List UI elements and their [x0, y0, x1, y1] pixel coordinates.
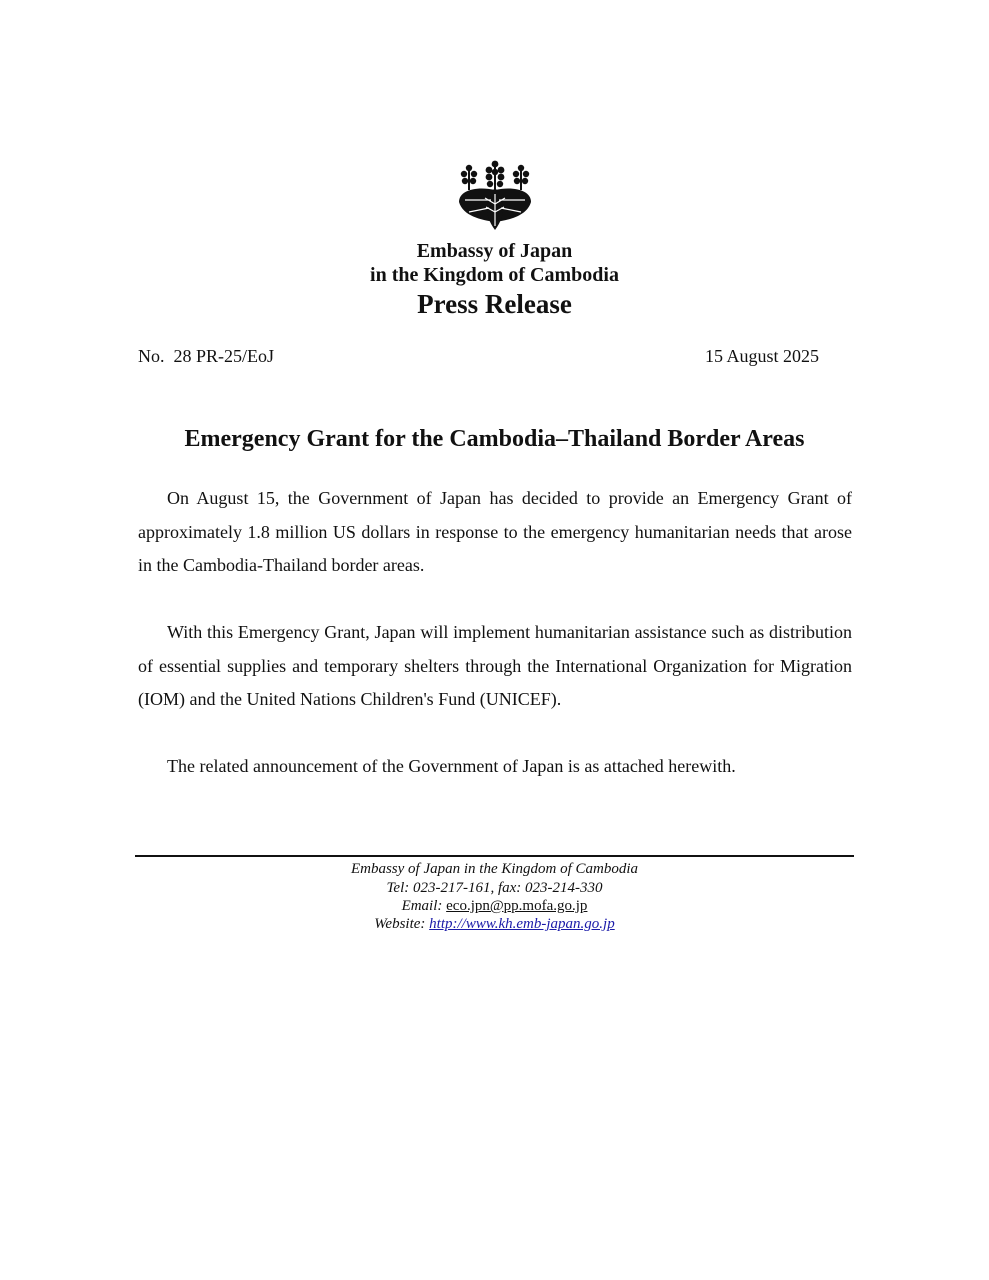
footer-website-label: Website:	[374, 916, 430, 932]
footer-divider	[135, 855, 854, 857]
embassy-name-line2: in the Kingdom of Cambodia	[370, 264, 619, 286]
footer-website-link[interactable]: http://www.kh.emb-japan.go.jp	[429, 916, 615, 932]
footer-email-label: Email:	[401, 898, 447, 914]
body-paragraph-2: With this Emergency Grant, Japan will implement humanitarian assistance such as distribution of essential supplies and temporary shelters through the International Organization for Migration (IOM) and the United Nations Children's Fund (UNICEF).	[138, 622, 852, 709]
press-release-title: Emergency Grant for the Cambodia–Thailand Border Areas	[184, 426, 805, 452]
footer-organization: Embassy of Japan in the Kingdom of Cambodia	[350, 861, 639, 877]
paulownia-crest-icon	[455, 160, 535, 232]
press-release-date: 15 August 2025	[704, 346, 819, 366]
press-release-number: No. 28 PR-25/EoJ	[138, 346, 275, 366]
footer-website	[0, 915, 989, 934]
footer-phone: Tel: 023-217-161, fax: 023-214-330	[386, 880, 603, 896]
body-paragraph-3: The related announcement of the Government of Japan is as attached herewith.	[167, 756, 736, 776]
document-type-heading: Press Release	[417, 289, 572, 319]
footer-email-link[interactable]: eco.jpn@pp.mofa.go.jp	[446, 898, 588, 914]
footer-email	[0, 897, 989, 916]
embassy-name-line1: Embassy of Japan	[416, 240, 573, 262]
body-paragraph-1: On August 15, the Government of Japan has decided to provide an Emergency Grant of approximately 1.8 million US dollars in response to the emergency humanitarian needs that arose in the Cambodia-Thailand border areas.	[138, 488, 852, 575]
